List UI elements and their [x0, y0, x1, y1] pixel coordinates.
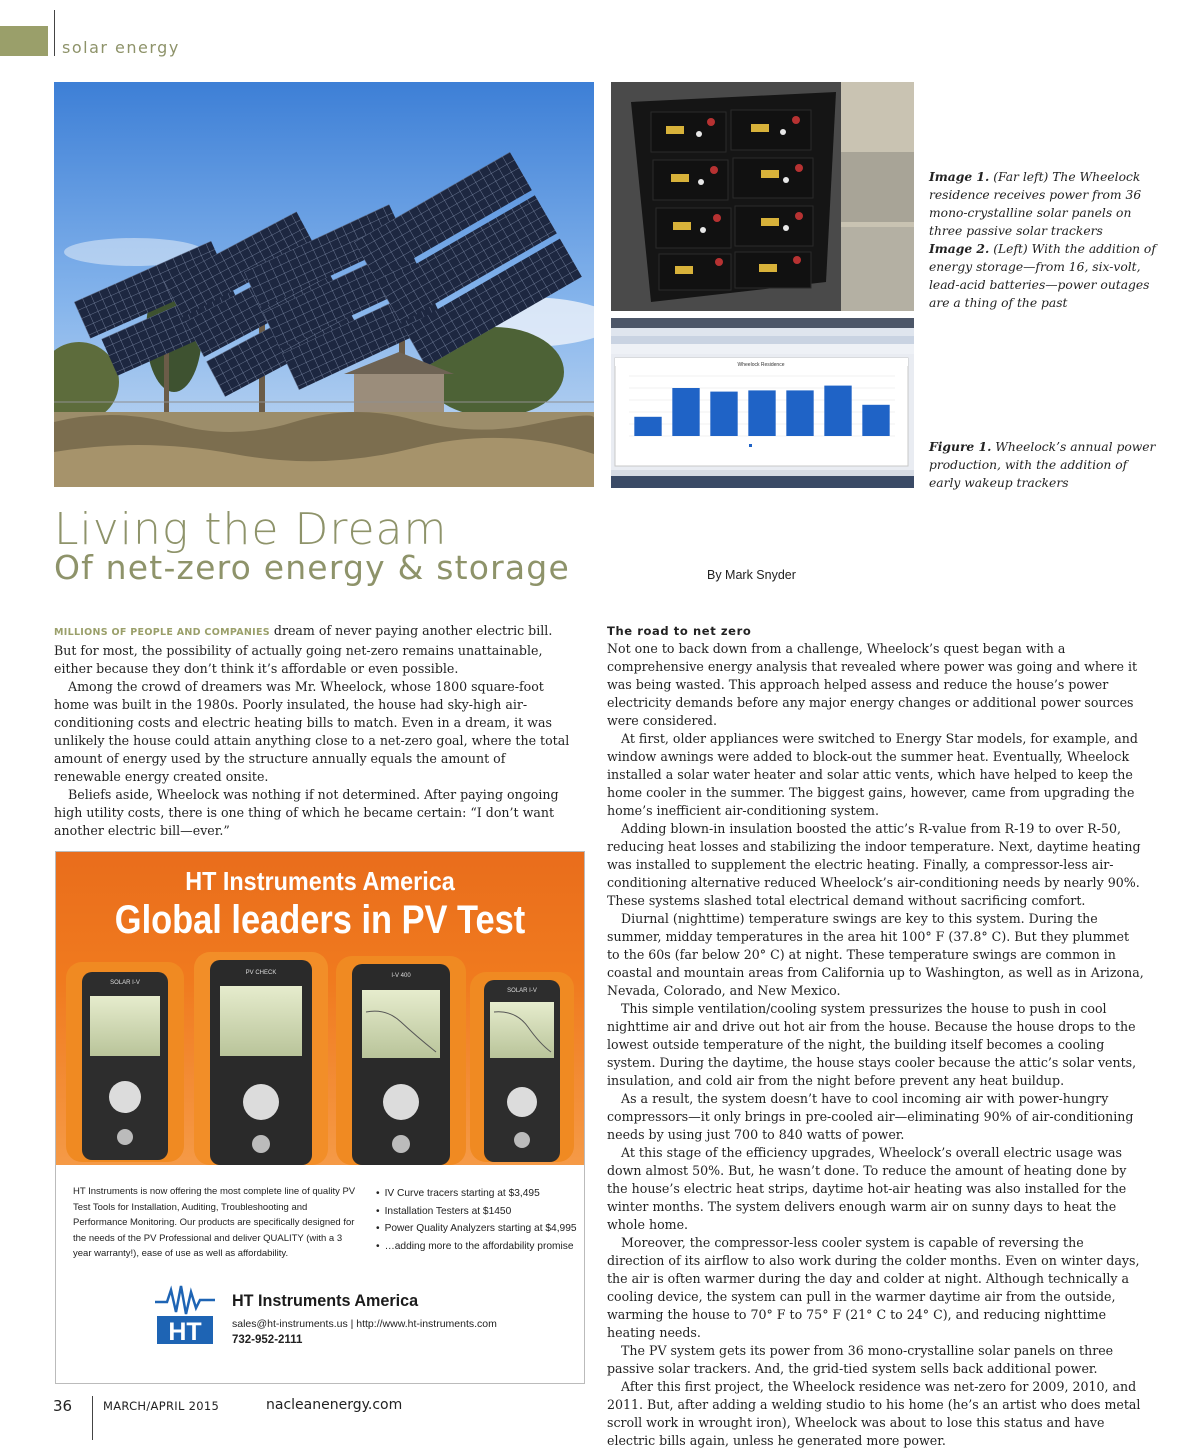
pv-tester-devices-image	[66, 952, 574, 1165]
production-chart-screenshot	[611, 318, 914, 488]
ad-body-text: HT Instruments is now offering the most complete line of quality PV Test Tools for Installation, Auditing, Troubleshooting and Performance Monitoring. Our products are specifically designed for the needs of the PV Professional and deliver QUALITY (with a 3 year warranty!), ease of use as well as affordability.	[73, 1186, 356, 1259]
paragraph: Diurnal (nighttime) temperature swings are key to this system. During the summer, midday temperatures in the area hit 100° F (37.8° C). But they plummet to the 60s (far below 20° C) at night. These temperature swings are common in coastal and mountain areas from California up to Washington, as well as in Arizona, Nevada, Colorado, and New Mexico.	[607, 911, 1144, 998]
chart-bar	[634, 417, 661, 436]
article-title: Living the Dream	[54, 504, 448, 555]
pv-tester-device	[470, 972, 574, 1162]
footer-divider	[92, 1396, 93, 1440]
ht-instruments-ad[interactable]	[55, 851, 585, 1384]
article-column-right	[607, 622, 1145, 1450]
site-link[interactable]: nacleanenergy.com	[266, 1397, 403, 1413]
paragraph: Among the crowd of dreamers was Mr. Wheelock, whose 1800 square-foot home was built in the 1980s. Poorly insulated, the house had sky-high air-conditioning costs and electric heating bills to match. Even in a dream, it was unlikely the house could attain anything close to a net-zero goal, where the total amount of energy used by the structure annually equals the amount of renewable energy created onsite.	[54, 679, 570, 784]
production-bar-chart	[611, 318, 914, 488]
paragraph: This simple ventilation/cooling system pressurizes the house to push in cool nighttime air and drive out hot air from the house. Because the house drops to the lowest outside temperature of the night, the building itself becomes a cooling system. During the daytime, the house stays cooler because the attic’s solar vents, insulation, and cold air from the night before prevent any heat buildup.	[607, 1001, 1137, 1088]
figure1-caption-label: Figure 1.	[929, 439, 992, 454]
chart-bar	[672, 388, 699, 436]
paragraph: At first, older appliances were switched to Energy Star models, for example, and window awnings were added to block-out the summer heat. Eventually, Wheelock installed a solar water heater and solar attic vents, which have helped to keep the home cooler in the summer. The biggest gains, however, came from upgrading the home’s inefficient air-conditioning system.	[607, 731, 1138, 818]
paragraph: After this first project, the Wheelock residence was net-zero for 2009, 2010, and 2011. But, after adding a welding studio to his home (he’s an artist who does metal scroll work in wrought iron), Wheelock was about to lose this status and have electric bills again, unless he generated more power.	[607, 1379, 1141, 1448]
ad-tagline: Global leaders in PV Test	[114, 898, 526, 942]
page-number: 36	[53, 1397, 73, 1415]
issue-date: MARCH/APRIL 2015	[103, 1399, 220, 1413]
image1-caption-text: (Far left) The Wheelock residence receives power from 36 mono-crystalline solar panels on three passive solar trackers	[929, 170, 1142, 238]
paragraph: Adding blown-in insulation boosted the attic’s R-value from R-19 to over R-50, reducing heat losses and stabilizing the indoor temperature. Next, daytime heating was installed to supplement the electric heating. Finally, a compressor-less air-conditioning alternative reduced Wheelock’s air-conditioning needs by nearly 90%. These systems slashed total electrical demand without sacrificing comfort.	[607, 821, 1141, 908]
lead-in: MILLIONS OF PEOPLE AND COMPANIES	[54, 627, 270, 638]
chart-bar	[710, 392, 737, 436]
image-captions	[929, 168, 1159, 312]
paragraph: At this stage of the efficiency upgrades, Wheelock’s overall electric usage was down almost 50%. But, he wasn’t done. To reduce the amount of heating done by the house’s electric heat strips, daytime hot-air heating was also installed for the winter months. The system delivers enough warm air on sunny days to heat the whole home.	[607, 1145, 1127, 1232]
paragraph-text: dream of never paying another electric bill. But for most, the possibility of actually going net-zero remains unattainable, either because they don’t think it’s affordable or even possible.	[54, 623, 553, 676]
figure1-caption	[929, 438, 1159, 492]
header-divider	[54, 10, 55, 56]
ad-feature-item: • IV Curve tracers starting at $3,495	[376, 1185, 585, 1203]
paragraph: As a result, the system doesn’t have to cool incoming air with power-hungry compressors—it only brings in pre-cooled air—eliminating 90% of air-conditioning needs by using just 700 to 840 watts of power.	[607, 1091, 1134, 1142]
section-subhead: The road to net zero	[607, 624, 752, 638]
ad-feature-item: • …adding more to the affordability promise	[376, 1238, 585, 1256]
chart-bar	[748, 390, 775, 436]
device-label: I-V 400	[391, 973, 411, 979]
article-column-left	[54, 622, 576, 840]
pv-tester-device	[194, 952, 328, 1165]
byline: By Mark Snyder	[707, 568, 796, 582]
ad-contact-company: HT Instruments America	[232, 1291, 419, 1310]
device-label: SOLAR I-V	[110, 980, 140, 986]
ad-company-headline: HT Instruments America	[185, 866, 455, 896]
image2-caption-text: (Left) With the addition of energy storage—from 16, six-volt, lead-acid batteries—power outages are a thing of the past	[929, 242, 1156, 310]
section-color-block	[0, 26, 48, 56]
ad-feature-item: • Power Quality Analyzers starting at $4,995	[376, 1220, 585, 1238]
device-label: SOLAR I-V	[507, 988, 537, 994]
chart-title: Wheelock Residence	[737, 362, 785, 368]
ad-contact-links[interactable]: sales@ht-instruments.us | http://www.ht-instruments.com	[232, 1318, 497, 1330]
paragraph: Moreover, the compressor-less cooler system is capable of reversing the direction of its airflow to also work during the colder months. Even on winter days, the air is often warmer during the day and colder at night. Although technically a cooling device, the system can pull in the warmer daytime air from the outside, warming the house to 70° F to 75° F (21° C to 24° C), and reducing nighttime heating needs.	[607, 1235, 1140, 1340]
paragraph: Not one to back down from a challenge, Wheelock’s quest began with a comprehensive energy analysis that revealed where power was going and where it was being wasted. This approach helped assess and reduce the house’s power electricity demands before any major energy changes or additional power sources were considered.	[607, 641, 1138, 728]
section-label: solar energy	[62, 38, 180, 57]
ht-logo	[153, 1282, 217, 1346]
article-subtitle: Of net-zero energy & storage	[54, 548, 570, 587]
paragraph: Beliefs aside, Wheelock was nothing if not determined. After paying ongoing high utility costs, there is one thing of which he became certain: “I don’t want another electric bill—ever.”	[54, 787, 559, 838]
pv-tester-device	[336, 956, 466, 1165]
device-label: PV CHECK	[245, 970, 277, 976]
logo-text: HT	[168, 1318, 202, 1346]
paragraph	[54, 622, 576, 678]
image1-caption-label: Image 1.	[929, 169, 990, 184]
pv-tester-device	[66, 962, 184, 1162]
image2-caption-label: Image 2.	[929, 241, 990, 256]
ad-contact-phone[interactable]: 732-952-2111	[232, 1334, 303, 1346]
paragraph: The PV system gets its power from 36 mono-crystalline solar panels on three passive solar trackers. And, the grid-tied system sells back additional power.	[607, 1343, 1114, 1376]
ad-feature-item: • Installation Testers at $1450	[376, 1203, 585, 1221]
chart-bar	[786, 390, 813, 436]
battery-bank-photo	[611, 82, 914, 311]
chart-bar	[824, 386, 851, 436]
chart-bar	[862, 405, 889, 436]
figure1-caption-text: Wheelock’s annual power production, with the addition of early wakeup trackers	[929, 440, 1156, 490]
solar-trackers-photo	[54, 82, 594, 487]
ad-feature-list	[376, 1185, 585, 1255]
